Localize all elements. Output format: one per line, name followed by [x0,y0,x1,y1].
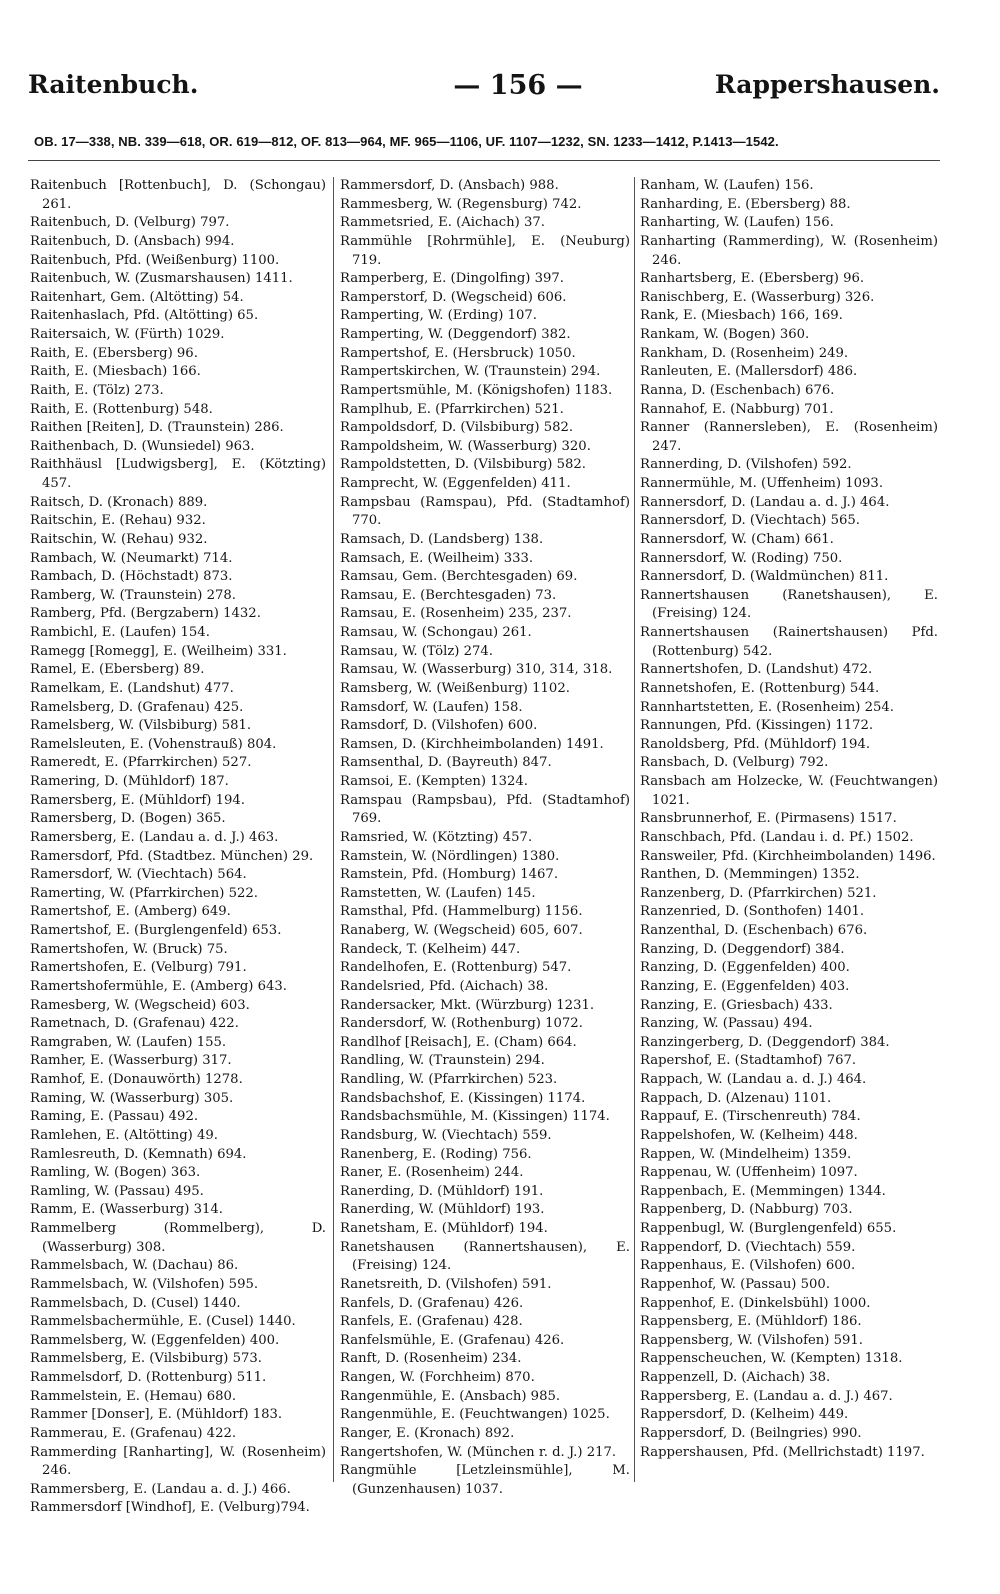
gazetteer-entry: Raming, W. (Wasserburg) 305. [30,1090,234,1106]
gazetteer-entry: Ransbrunnerhof, E. (Pirmasens) 1517. [640,811,897,827]
gazetteer-entry: Rammerau, E. (Grafenau) 422. [30,1425,237,1441]
gazetteer-entry: Ranfels, D. (Grafenau) 426. [340,1295,524,1311]
gazetteer-entry: Rannetshofen, E. (Rottenburg) 544. [640,680,880,696]
gazetteer-entry: Randlhof [Reisach], E. (Cham) 664. [340,1034,577,1050]
gazetteer-entry: Ramprecht, W. (Eggenfelden) 411. [340,476,571,491]
gazetteer-entry: Ramsoi, E. (Kempten) 1324. [340,774,528,789]
gazetteer-entry: Ramberg, W. (Traunstein) 278. [30,587,236,603]
gazetteer-entry: Ramelkam, E. (Landshut) 477. [30,680,234,696]
gazetteer-entry: Rambichl, E. (Laufen) 154. [30,625,210,640]
gazetteer-entry: Rangmühle [Letzleinsmühle], M. (Gunzenhausen) 1037. [340,1463,635,1497]
gazetteer-entry: Ranzenthal, D. (Eschenbach) 676. [640,923,868,938]
gazetteer-entry: Ranthen, D. (Memmingen) 1352. [640,867,860,883]
gazetteer-entry: Rappenhof, W. (Passau) 500. [640,1276,831,1292]
gazetteer-entry: Ramsau, W. (Schongau) 261. [340,625,532,640]
gazetteer-entry: Ramstein, W. (Nördlingen) 1380. [340,848,560,864]
gazetteer-entry: Ramperberg, E. (Dingolfing) 397. [340,271,564,287]
gazetteer-entry: Rampertsmühle, M. (Königshofen) 1183. [340,382,613,398]
gazetteer-entry: Rannersdorf, D. (Landau a. d. J.) 464. [640,494,890,510]
gazetteer-entry: Randsburg, W. (Viechtach) 559. [340,1127,552,1143]
gazetteer-entry: Randelhofen, E. (Rottenburg) 547. [340,960,572,976]
gazetteer-entry: Ranna, D. (Eschenbach) 676. [640,382,835,398]
gazetteer-entry: Ramsau, W. (Wasserburg) 310, 314, 318. [340,662,613,678]
gazetteer-entry: Ramersberg, E. (Landau a. d. J.) 463. [30,829,279,845]
gazetteer-entry: Rappenhof, E. (Dinkelsbühl) 1000. [640,1295,871,1311]
column-divider-2 [634,177,635,1482]
gazetteer-entry: Ramsried, W. (Kötzting) 457. [340,829,533,845]
gazetteer-entry: Ranger, E. (Kronach) 892. [340,1425,515,1441]
gazetteer-entry: Rannersdorf, D. (Waldmünchen) 811. [640,569,889,585]
gazetteer-entry: Raith, E. (Rottenburg) 548. [30,401,213,417]
gazetteer-entry: Rannhartstetten, E. (Rosenheim) 254. [640,699,895,715]
gazetteer-entry: Raitenbuch, D. (Velburg) 797. [30,215,230,231]
gazetteer-entry: Ramertshofen, E. (Velburg) 791. [30,960,247,976]
gazetteer-entry: Ramling, W. (Passau) 495. [30,1183,204,1199]
gazetteer-entry: Ranleuten, E. (Mallersdorf) 486. [640,364,858,380]
gazetteer-entry: Rampsbau (Ramspau), Pfd. (Stadtamhof) 770. [340,494,635,529]
gazetteer-entry: Randersdorf, W. (Rothenburg) 1072. [340,1016,583,1032]
gazetteer-entry: Ramm, E. (Wasserburg) 314. [30,1202,223,1218]
gazetteer-entry: Ramlesreuth, D. (Kemnath) 694. [30,1146,247,1162]
gazetteer-entry: Ramersberg, E. (Mühldorf) 194. [30,792,245,808]
gazetteer-entry: Ramsen, D. (Kirchheimbolanden) 1491. [340,736,604,752]
gazetteer-entry: Raith, E. (Miesbach) 166. [30,364,201,380]
gazetteer-entry: Rambach, W. (Neumarkt) 714. [30,550,233,566]
gazetteer-entry: Rannertshofen, D. (Landshut) 472. [640,662,873,678]
gazetteer-entry: Ransbach, D. (Velburg) 792. [640,755,829,771]
gazetteer-entry: Randersacker, Mkt. (Würzburg) 1231. [340,997,595,1013]
gazetteer-entry: Ramersberg, D. (Bogen) 365. [30,811,226,827]
gazetteer-entry: Rammersberg, E. (Landau a. d. J.) 466. [30,1481,291,1497]
gazetteer-entry: Raith, E. (Ebersberg) 96. [30,345,198,361]
gazetteer-entry: Rannersdorf, W. (Cham) 661. [640,531,834,547]
gazetteer-entry: Raitschin, E. (Rehau) 932. [30,513,206,529]
gazetteer-entry: Rampoldstetten, D. (Vilsbiburg) 582. [340,457,586,473]
gazetteer-entry: Ranischberg, E. (Wasserburg) 326. [640,289,875,305]
gazetteer-entry: Rankham, D. (Rosenheim) 249. [640,345,849,361]
gazetteer-entry: Ranzenberg, D. (Pfarrkirchen) 521. [640,885,877,901]
gazetteer-entry: Ramertshofen, W. (Bruck) 75. [30,941,228,957]
gazetteer-entry: Ramling, W. (Bogen) 363. [30,1165,201,1181]
gazetteer-entry: Rappach, W. (Landau a. d. J.) 464. [640,1072,867,1087]
gazetteer-entry: Rammerding [Ranharting], W. (Rosenheim) 246. [30,1444,331,1479]
gazetteer-entry: Ramertshof, E. (Burglengenfeld) 653. [30,923,282,938]
gazetteer-entry: Raitersaich, W. (Fürth) 1029. [30,327,225,342]
entry-column-2 [340,177,635,1499]
gazetteer-entry: Ramberg, Pfd. (Bergzabern) 1432. [30,606,261,622]
gazetteer-entry: Rammesberg, W. (Regensburg) 742. [340,196,582,212]
gazetteer-entry: Ramsdorf, W. (Laufen) 158. [340,699,523,715]
gazetteer-entry: Raithhäusl [Ludwigsberg], E. (Kötzting) 457. [30,457,331,491]
gazetteer-entry: Rappenau, W. (Uffenheim) 1097. [640,1165,858,1181]
gazetteer-entry: Ranzing, E. (Eggenfelden) 403. [640,978,850,994]
gazetteer-entry: Rappenberg, D. (Nabburg) 703. [640,1202,853,1218]
gazetteer-entry: Ranham, W. (Laufen) 156. [640,178,814,193]
gazetteer-entry: Rammelstein, E. (Hemau) 680. [30,1388,237,1404]
gazetteer-entry: Ranetshausen (Rannertshausen), E. (Freising) 124. [340,1239,635,1274]
gazetteer-entry: Randling, W. (Pfarrkirchen) 523. [340,1072,558,1087]
gazetteer-entry: Randling, W. (Traunstein) 294. [340,1053,545,1069]
gazetteer-entry: Ramstetten, W. (Laufen) 145. [340,885,536,901]
gazetteer-entry: Ramsach, E. (Weilheim) 333. [340,550,534,566]
gazetteer-entry: Ranschbach, Pfd. (Landau i. d. Pf.) 1502. [640,829,914,845]
gazetteer-entry: Rannungen, Pfd. (Kissingen) 1172. [640,718,874,734]
gazetteer-entry: Ranerding, D. (Mühldorf) 191. [340,1183,544,1199]
running-head [28,70,940,110]
gazetteer-entry: Rappershausen, Pfd. (Mellrichstadt) 1197. [640,1444,925,1460]
gazetteer-entry: Rappen, W. (Mindelheim) 1359. [640,1146,852,1162]
gazetteer-entry: Ramersdorf, Pfd. (Stadtbez. München) 29. [30,848,314,864]
gazetteer-entry: Ranfels, E. (Grafenau) 428. [340,1314,523,1330]
gazetteer-entry: Raitenhart, Gem. (Altötting) 54. [30,289,244,305]
gazetteer-entry: Raitsch, D. (Kronach) 889. [30,494,208,510]
gazetteer-entry: Rammelberg (Rommelberg), D. (Wasserburg) 308. [30,1221,331,1255]
gazetteer-entry: Rannertshausen (Ranetshausen), E. (Freising) 124. [640,587,943,622]
gazetteer-entry: Ramersdorf, W. (Viechtach) 564. [30,867,247,883]
gazetteer-entry: Ranaberg, W. (Wegscheid) 605, 607. [340,923,583,938]
gazetteer-entry: Ranzing, D. (Deggendorf) 384. [640,941,845,957]
gazetteer-entry: Raith, E. (Tölz) 273. [30,382,164,398]
gazetteer-entry: Ramesberg, W. (Wegscheid) 603. [30,997,250,1013]
gazetteer-entry: Randsbachshof, E. (Kissingen) 1174. [340,1090,586,1106]
gazetteer-entry: Ramperting, W. (Erding) 107. [340,308,537,324]
gazetteer-entry: Ranharding, E. (Ebersberg) 88. [640,196,851,212]
gazetteer-entry: Rangertshofen, W. (München r. d. J.) 217. [340,1444,617,1460]
gazetteer-entry: Rappenhaus, E. (Vilshofen) 600. [640,1258,856,1274]
gazetteer-entry: Rampoldsdorf, D. (Vilsbiburg) 582. [340,420,574,436]
gazetteer-entry: Rammetsried, E. (Aichach) 37. [340,215,545,231]
gazetteer-entry: Randelsried, Pfd. (Aichach) 38. [340,978,549,994]
gazetteer-entry: Ramsberg, W. (Weißenburg) 1102. [340,680,570,696]
gazetteer-entry: Rappenscheuchen, W. (Kempten) 1318. [640,1351,903,1367]
gazetteer-entry: Rameredt, E. (Pfarrkirchen) 527. [30,755,252,771]
gazetteer-entry: Ramsau, E. (Rosenheim) 235, 237. [340,606,572,622]
gazetteer-entry: Ramperstorf, D. (Wegscheid) 606. [340,289,567,305]
gazetteer-entry: Ramsau, Gem. (Berchtesgaden) 69. [340,569,578,585]
gazetteer-entry: Rannersdorf, W. (Roding) 750. [640,550,843,566]
gazetteer-entry: Ramstein, Pfd. (Homburg) 1467. [340,867,559,883]
gazetteer-entry: Rappelshofen, W. (Kelheim) 448. [640,1127,858,1143]
gazetteer-entry: Ranharting, W. (Laufen) 156. [640,215,834,231]
gazetteer-entry: Rappensberg, W. (Vilshofen) 591. [640,1332,864,1348]
gazetteer-entry: Ramplhub, E. (Pfarrkirchen) 521. [340,401,564,417]
gazetteer-entry: Rammer [Donser], E. (Mühldorf) 183. [30,1407,283,1423]
gazetteer-entry: Raithen [Reiten], D. (Traunstein) 286. [30,420,284,436]
gazetteer-entry: Ramlehen, E. (Altötting) 49. [30,1127,218,1143]
gazetteer-entry: Rappauf, E. (Tirschenreuth) 784. [640,1109,861,1125]
gazetteer-entry: Ramsach, D. (Landsberg) 138. [340,531,544,547]
gazetteer-entry: Rappenbach, E. (Memmingen) 1344. [640,1183,886,1199]
gazetteer-entry: Rappersberg, E. (Landau a. d. J.) 467. [640,1388,893,1404]
gazetteer-entry: Rannerding, D. (Vilshofen) 592. [640,457,852,473]
gazetteer-entry: Raithenbach, D. (Wunsiedel) 963. [30,438,255,454]
gazetteer-entry: Ramertshof, E. (Amberg) 649. [30,904,231,920]
gazetteer-entry: Ranetsreith, D. (Vilshofen) 591. [340,1276,552,1292]
gazetteer-entry: Ranzing, W. (Passau) 494. [640,1016,813,1032]
gazetteer-entry: Ramelsberg, D. (Grafenau) 425. [30,699,244,715]
gazetteer-entry: Raitenbuch [Rottenbuch], D. (Schongau) 261. [30,178,331,212]
gazetteer-entry: Raitenbuch, W. (Zusmarshausen) 1411. [30,271,293,287]
gazetteer-entry: Ramegg [Romegg], E. (Weilheim) 331. [30,643,287,659]
gazetteer-entry: Rambach, D. (Höchstadt) 873. [30,569,233,585]
gazetteer-entry: Ramelsleuten, E. (Vohenstrauß) 804. [30,736,277,752]
gazetteer-entry: Rappach, D. (Alzenau) 1101. [640,1090,832,1106]
gazetteer-entry: Raitschin, W. (Rehau) 932. [30,531,208,547]
entry-column-3 [640,177,943,1462]
running-head-last-entry: Rappershausen. [714,70,940,99]
gazetteer-entry: Rammelsberg, E. (Vilsbiburg) 573. [30,1351,262,1367]
gazetteer-entry: Ranhartsberg, E. (Ebersberg) 96. [640,271,865,287]
page-number: — 156 — [453,70,583,101]
gazetteer-entry: Rappersdorf, D. (Beilngries) 990. [640,1425,862,1441]
gazetteer-entry: Rampoldsheim, W. (Wasserburg) 320. [340,438,591,454]
gazetteer-entry: Rammelsbach, W. (Vilshofen) 595. [30,1276,259,1292]
gazetteer-entry: Ranzenried, D. (Sonthofen) 1401. [640,904,865,920]
gazetteer-entry: Ramgraben, W. (Laufen) 155. [30,1034,227,1050]
column-divider-1 [333,177,334,1482]
gazetteer-entry: Rammersdorf, D. (Ansbach) 988. [340,178,559,193]
gazetteer-entry: Ramsdorf, D. (Vilshofen) 600. [340,718,538,734]
gazetteer-entry: Rammelsbachermühle, E. (Cusel) 1440. [30,1314,296,1330]
gazetteer-entry: Ramertshofermühle, E. (Amberg) 643. [30,978,287,994]
gazetteer-entry: Rammelsdorf, D. (Rottenburg) 511. [30,1370,267,1385]
gazetteer-entry: Ramsthal, Pfd. (Hammelburg) 1156. [340,904,583,920]
gazetteer-entry: Rangen, W. (Forchheim) 870. [340,1370,535,1385]
gazetteer-entry: Rapershof, E. (Stadtamhof) 767. [640,1053,857,1069]
gazetteer-entry: Rappenbugl, W. (Burglengenfeld) 655. [640,1221,897,1236]
gazetteer-entry: Rammelsbach, W. (Dachau) 86. [30,1258,239,1274]
gazetteer-entry: Rammersdorf [Windhof], E. (Velburg)794. [30,1500,310,1516]
gazetteer-entry: Ramperting, W. (Deggendorf) 382. [340,327,571,342]
gazetteer-entry: Randsbachsmühle, M. (Kissingen) 1174. [340,1109,610,1125]
gazetteer-entry: Ramhof, E. (Donauwörth) 1278. [30,1072,243,1087]
gazetteer-entry: Ramel, E. (Ebersberg) 89. [30,662,205,678]
gazetteer-entry: Rammelsbach, D. (Cusel) 1440. [30,1295,241,1311]
gazetteer-entry: Ranerding, W. (Mühldorf) 193. [340,1202,545,1218]
gazetteer-entry: Raming, E. (Passau) 492. [30,1109,199,1125]
gazetteer-entry: Ranfelsmühle, E. (Grafenau) 426. [340,1332,565,1348]
gazetteer-entry: Ranharting (Rammerding), W. (Rosenheim) 246. [640,233,943,268]
district-sigla-line: OB. 17—338, NB. 339—618, OR. 619—812, OF. 813—964, MF. 965—1106, UF. 1107—1232, SN. 1233—1412, P.1413—1542. [34,134,779,149]
gazetteer-entry: Rampertshof, E. (Hersbruck) 1050. [340,345,576,361]
gazetteer-entry: Rappenzell, D. (Aichach) 38. [640,1370,831,1385]
gazetteer-entry: Rankam, W. (Bogen) 360. [640,327,810,342]
gazetteer-entry: Ramsenthal, D. (Bayreuth) 847. [340,755,552,771]
gazetteer-entry: Ramering, D. (Mühldorf) 187. [30,774,229,789]
gazetteer-entry: Ranzingerberg, D. (Deggendorf) 384. [640,1034,890,1050]
gazetteer-entry: Ranzing, D. (Eggenfelden) 400. [640,960,850,976]
gazetteer-entry: Raner, E. (Rosenheim) 244. [340,1165,524,1181]
gazetteer-entry: Randeck, T. (Kelheim) 447. [340,941,521,957]
gazetteer-entry: Rannersdorf, D. (Viechtach) 565. [640,513,861,529]
running-head-first-entry: Raitenbuch. [28,70,199,99]
header-rule [28,160,940,161]
gazetteer-entry: Rannertshausen (Rainertshausen) Pfd. (Rottenburg) 542. [640,625,943,659]
gazetteer-entry: Raitenbuch, D. (Ansbach) 994. [30,233,235,249]
gazetteer-entry: Rappersdorf, D. (Kelheim) 449. [640,1407,849,1423]
gazetteer-entry: Ranoldsberg, Pfd. (Mühldorf) 194. [640,736,871,752]
gazetteer-entry: Rannermühle, M. (Uffenheim) 1093. [640,476,884,491]
gazetteer-entry: Ranetsham, E. (Mühldorf) 194. [340,1221,548,1236]
gazetteer-entry: Rangenmühle, E. (Ansbach) 985. [340,1388,561,1404]
gazetteer-entry: Rappensberg, E. (Mühldorf) 186. [640,1314,862,1330]
gazetteer-entry: Ransbach am Holzecke, W. (Feuchtwangen) 1021. [640,774,943,808]
gazetteer-entry: Rannahof, E. (Nabburg) 701. [640,401,834,417]
gazetteer-entry: Ramspau (Rampsbau), Pfd. (Stadtamhof) 769. [340,792,635,827]
gazetteer-entry: Ramher, E. (Wasserburg) 317. [30,1053,232,1069]
gazetteer-entry: Ransweiler, Pfd. (Kirchheimbolanden) 1496. [640,848,936,864]
gazetteer-entry: Ranner (Rannersleben), E. (Rosenheim) 247. [640,420,943,454]
gazetteer-entry: Ramelsberg, W. (Vilsbiburg) 581. [30,718,252,734]
gazetteer-entry: Rammelsberg, W. (Eggenfelden) 400. [30,1332,280,1348]
gazetteer-entry: Rametnach, D. (Grafenau) 422. [30,1016,239,1032]
gazetteer-entry: Rank, E. (Miesbach) 166, 169. [640,308,843,324]
gazetteer-entry: Rammühle [Rohrmühle], E. (Neuburg) 719. [340,233,635,268]
gazetteer-entry: Ranft, D. (Rosenheim) 234. [340,1351,522,1367]
gazetteer-entry: Rampertskirchen, W. (Traunstein) 294. [340,364,601,380]
gazetteer-entry: Rappendorf, D. (Viechtach) 559. [640,1239,856,1255]
gazetteer-entry: Ranenberg, E. (Roding) 756. [340,1146,532,1162]
gazetteer-entry: Raitenbuch, Pfd. (Weißenburg) 1100. [30,252,280,268]
gazetteer-entry: Rangenmühle, E. (Feuchtwangen) 1025. [340,1407,610,1423]
gazetteer-entry: Raitenhaslach, Pfd. (Altötting) 65. [30,308,259,324]
gazetteer-entry: Ranzing, E. (Griesbach) 433. [640,997,833,1013]
entry-column-1 [30,177,331,1518]
gazetteer-entry: Ramsau, E. (Berchtesgaden) 73. [340,587,557,603]
gazetteer-entry: Ramerting, W. (Pfarrkirchen) 522. [30,885,258,901]
gazetteer-entry: Ramsau, W. (Tölz) 274. [340,643,493,659]
